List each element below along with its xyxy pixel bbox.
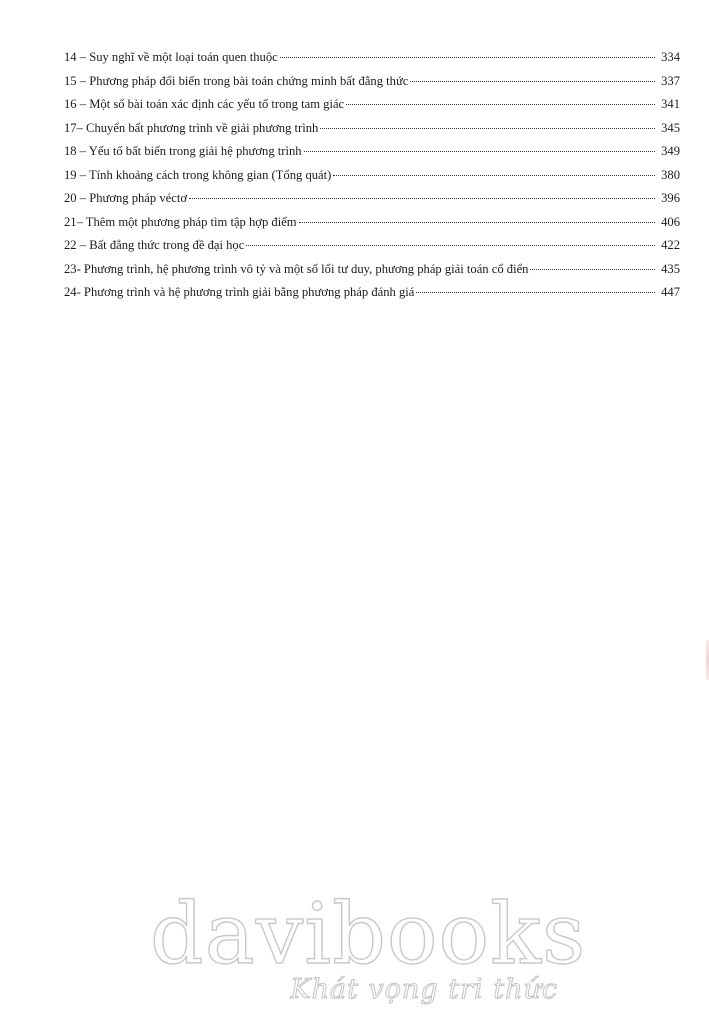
toc-entry-page: 447 (661, 285, 680, 299)
toc-entry-page: 422 (661, 238, 680, 252)
dot-leader (320, 127, 655, 129)
toc-entry-title: 23- Phương trình, hệ phương trình vô tỷ và một số lối tư duy, phương pháp giải toán cổ điển (64, 261, 529, 276)
toc-entry-title: 17– Chuyển bất phương trình về giải phương trình (64, 120, 319, 135)
toc-entry-page: 341 (661, 97, 680, 111)
toc-entry-title: 16 – Một số bài toán xác định các yếu tố trong tam giác (64, 97, 345, 111)
watermark-logo: davibooks (150, 885, 587, 983)
dot-leader (304, 150, 655, 152)
toc-entry (64, 211, 680, 235)
dot-leader (333, 174, 655, 176)
toc-entry-page: 345 (661, 120, 680, 135)
watermark (150, 885, 587, 1005)
dot-leader (416, 291, 655, 293)
dot-leader (246, 244, 655, 246)
toc-entry (64, 258, 680, 282)
toc-entry-title: 14 – Suy nghĩ về một loại toán quen thuộc (64, 50, 278, 64)
toc-entry (64, 46, 680, 70)
toc-entry-title: 18 – Yếu tố bất biến trong giải hệ phương trình (64, 144, 302, 158)
toc-entry-page: 337 (661, 73, 680, 88)
toc-entry-page: 396 (661, 191, 680, 205)
toc-entry (64, 70, 680, 94)
toc-entry (64, 234, 680, 258)
toc-entry-title: 21– Thêm một phương pháp tìm tập hợp điểm (64, 214, 297, 229)
dot-leader (530, 268, 655, 270)
toc-entry (64, 164, 680, 188)
toc-entry-page: 406 (661, 214, 680, 229)
toc-entry-page: 435 (661, 261, 680, 276)
toc-entry-page: 334 (661, 50, 680, 64)
toc-entry (64, 187, 680, 211)
toc-entry-page: 349 (661, 144, 680, 158)
toc-entry (64, 117, 680, 141)
dot-leader (346, 103, 655, 105)
table-of-contents (64, 46, 680, 305)
toc-entry (64, 93, 680, 117)
dot-leader (189, 197, 655, 199)
dot-leader (280, 56, 655, 58)
toc-entry-title: 15 – Phương pháp đổi biến trong bài toán chứng minh bất đẳng thức (64, 73, 409, 88)
dot-leader (299, 221, 655, 223)
toc-entry-title: 19 – Tính khoảng cách trong không gian (Tổng quát) (64, 167, 332, 182)
toc-entry-title: 20 – Phương pháp véctơ (64, 191, 187, 205)
dot-leader (410, 80, 655, 82)
toc-entry (64, 281, 680, 305)
toc-entry-title: 24- Phương trình và hệ phương trình giải bằng phương pháp đánh giá (64, 285, 415, 299)
toc-entry-title: 22 – Bất đẳng thức trong đề đại học (64, 238, 245, 252)
toc-entry-page: 380 (661, 167, 680, 182)
toc-entry (64, 140, 680, 164)
watermark-slogan: Khát vọng tri thức (290, 974, 558, 1005)
